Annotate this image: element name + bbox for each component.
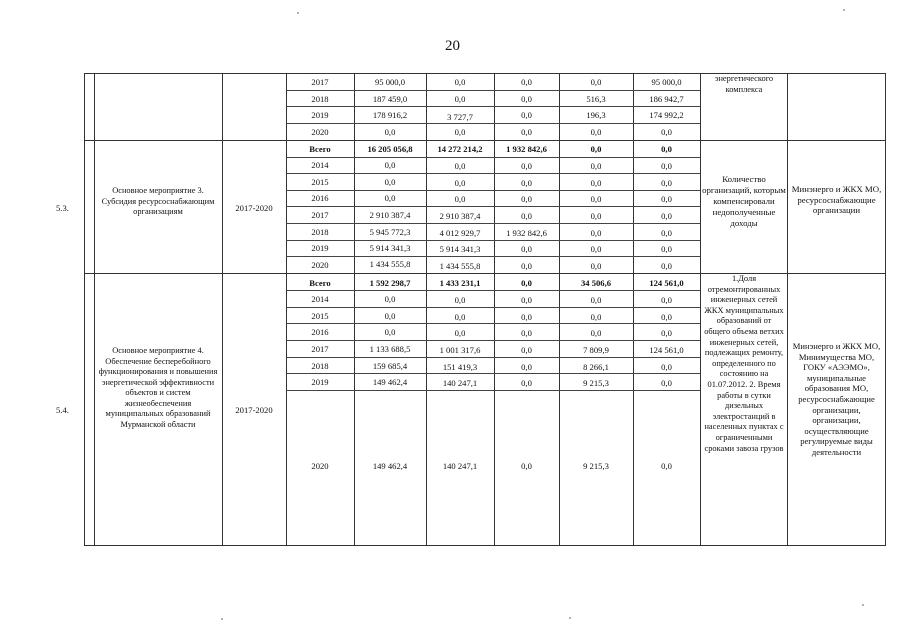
scan-speck — [297, 12, 299, 14]
executor-text: Минэнерго и ЖКХ МО, ресурсоснабжающие организации — [791, 184, 882, 215]
page-number: 20 — [445, 38, 460, 54]
indicator-text: Количество организаций, которым компенсировали недополученные доходы — [702, 174, 786, 228]
scan-speck — [221, 618, 223, 620]
activity-name: Основное мероприятие 3. Субсидия ресурсоснабжающим организациям — [101, 186, 215, 216]
scan-speck — [862, 604, 864, 606]
period: 2017-2020 — [235, 203, 273, 213]
scan-speck — [843, 9, 845, 11]
period: 2017-2020 — [235, 405, 273, 415]
indicator-text: энергетического комплекса — [714, 74, 774, 94]
executor-text: Минэнерго и ЖКХ МО, Минимущества МО, ГОКУ «АЭЭМО», муниципальные образования МО, ресурсоснабжающие организации, организации, осуществляющие регулируемые виды деятельности — [792, 341, 881, 457]
indicator-text: 1.Доля отремонтированных инженерных сетей ЖКХ муниципальных образований от общего объема ветхих инженерных сетей, подлежащих ремонту, определенного по состоянию на 01.07.2012. 2. Время работы в сутки дизельных электростанций в населенных пунктах с ограниченными сроками завоза грузов — [704, 274, 784, 453]
scan-speck — [569, 617, 571, 619]
row-number: 5.4. — [56, 405, 69, 415]
activity-name: Основное мероприятие 4. Обеспечение бесперебойного функционирования и повышения энергетической эффективности объектов и систем жизнеобеспечения муниципальных образований Мурманской области — [98, 346, 218, 429]
row-number: 5.3. — [56, 203, 69, 213]
